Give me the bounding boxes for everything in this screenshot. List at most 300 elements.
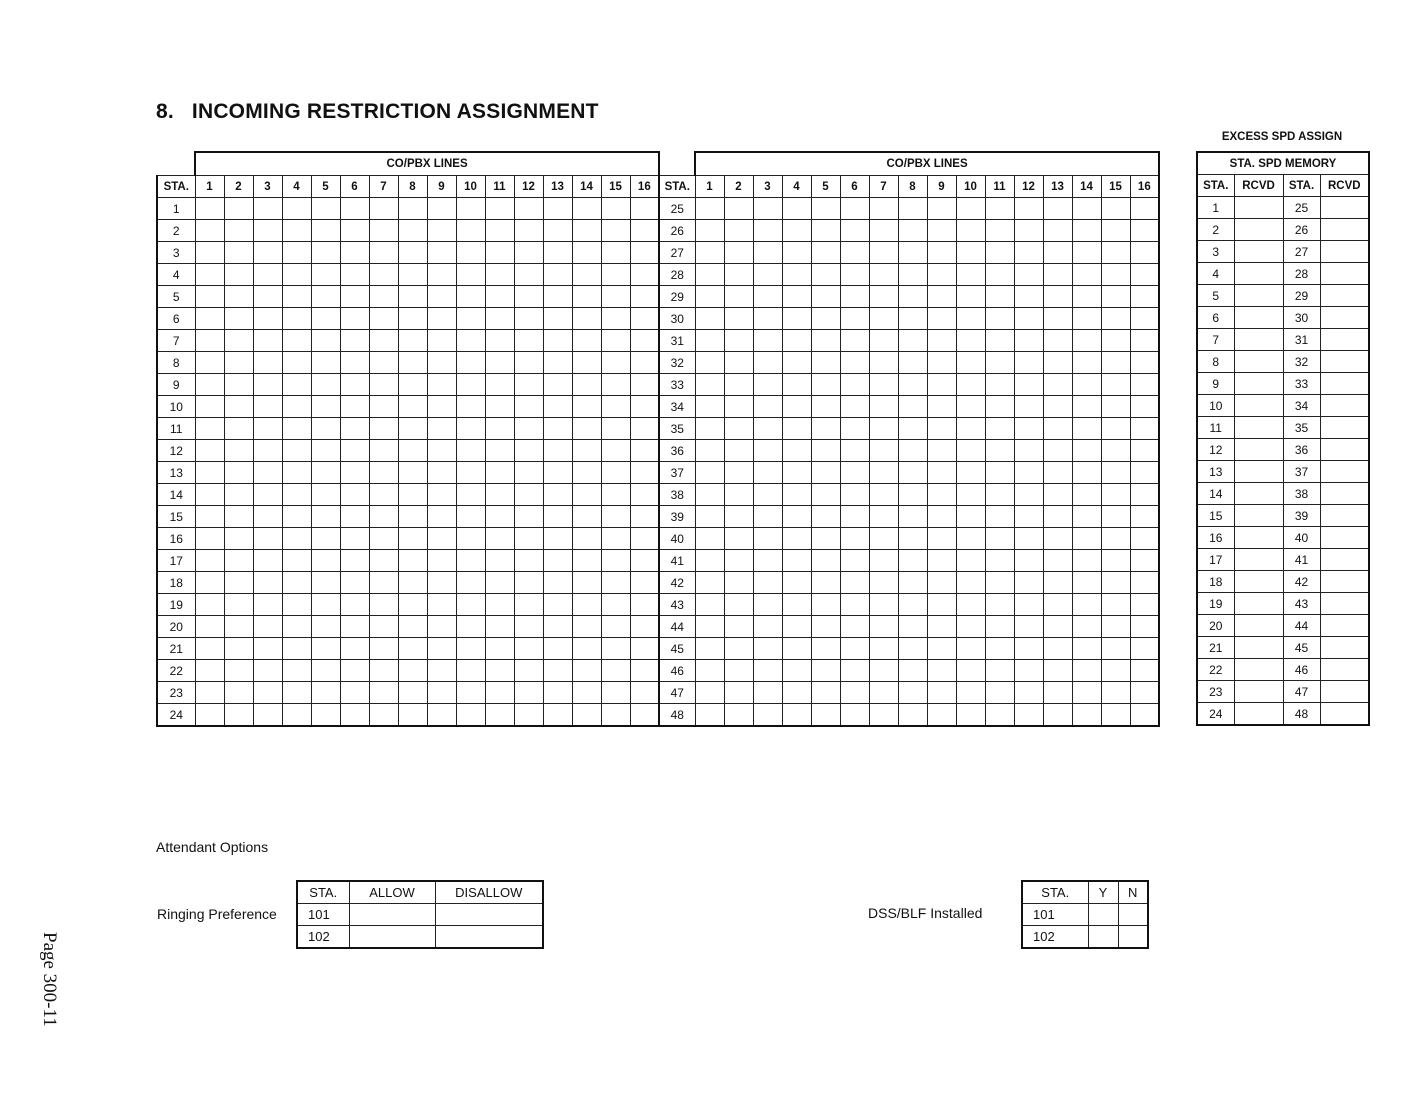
restriction-cell[interactable] <box>572 682 601 704</box>
restriction-cell[interactable] <box>630 286 659 308</box>
restriction-cell[interactable] <box>811 286 840 308</box>
restriction-cell[interactable] <box>985 704 1014 727</box>
restriction-cell[interactable] <box>985 264 1014 286</box>
restriction-cell[interactable] <box>1043 352 1072 374</box>
restriction-cell[interactable] <box>1014 660 1043 682</box>
restriction-cell[interactable] <box>543 220 572 242</box>
restriction-cell[interactable] <box>898 440 927 462</box>
restriction-cell[interactable] <box>456 374 485 396</box>
restriction-cell[interactable] <box>572 198 601 220</box>
restriction-cell[interactable] <box>601 308 630 330</box>
restriction-cell[interactable] <box>485 638 514 660</box>
restriction-cell[interactable] <box>840 374 869 396</box>
restriction-cell[interactable] <box>601 330 630 352</box>
restriction-cell[interactable] <box>195 418 224 440</box>
restriction-cell[interactable] <box>927 572 956 594</box>
restriction-cell[interactable] <box>282 242 311 264</box>
restriction-cell[interactable] <box>1101 462 1130 484</box>
restriction-cell[interactable] <box>811 242 840 264</box>
restriction-cell[interactable] <box>869 418 898 440</box>
restriction-cell[interactable] <box>253 242 282 264</box>
restriction-cell[interactable] <box>869 506 898 528</box>
restriction-cell[interactable] <box>1130 418 1159 440</box>
restriction-cell[interactable] <box>427 506 456 528</box>
restriction-cell[interactable] <box>195 440 224 462</box>
spd-rcvd-cell[interactable] <box>1320 329 1369 351</box>
restriction-cell[interactable] <box>485 550 514 572</box>
spd-rcvd-cell[interactable] <box>1320 461 1369 483</box>
restriction-cell[interactable] <box>195 462 224 484</box>
spd-rcvd-cell[interactable] <box>1320 615 1369 637</box>
restriction-cell[interactable] <box>695 374 724 396</box>
spd-rcvd-cell[interactable] <box>1234 615 1283 637</box>
restriction-cell[interactable] <box>724 682 753 704</box>
restriction-cell[interactable] <box>282 572 311 594</box>
restriction-cell[interactable] <box>1043 506 1072 528</box>
restriction-cell[interactable] <box>985 660 1014 682</box>
restriction-cell[interactable] <box>1014 462 1043 484</box>
restriction-cell[interactable] <box>456 330 485 352</box>
restriction-cell[interactable] <box>572 220 601 242</box>
restriction-cell[interactable] <box>840 682 869 704</box>
restriction-cell[interactable] <box>195 484 224 506</box>
restriction-cell[interactable] <box>543 660 572 682</box>
restriction-cell[interactable] <box>369 594 398 616</box>
restriction-cell[interactable] <box>724 484 753 506</box>
restriction-cell[interactable] <box>1130 308 1159 330</box>
restriction-cell[interactable] <box>195 264 224 286</box>
restriction-cell[interactable] <box>253 220 282 242</box>
restriction-cell[interactable] <box>753 462 782 484</box>
restriction-cell[interactable] <box>695 396 724 418</box>
restriction-cell[interactable] <box>869 704 898 727</box>
restriction-cell[interactable] <box>195 242 224 264</box>
restriction-cell[interactable] <box>1130 660 1159 682</box>
restriction-cell[interactable] <box>695 506 724 528</box>
restriction-cell[interactable] <box>1101 286 1130 308</box>
spd-rcvd-cell[interactable] <box>1320 571 1369 593</box>
restriction-cell[interactable] <box>898 374 927 396</box>
restriction-cell[interactable] <box>630 572 659 594</box>
restriction-cell[interactable] <box>398 594 427 616</box>
restriction-cell[interactable] <box>898 682 927 704</box>
spd-rcvd-cell[interactable] <box>1320 439 1369 461</box>
restriction-cell[interactable] <box>224 352 253 374</box>
restriction-cell[interactable] <box>811 418 840 440</box>
restriction-cell[interactable] <box>398 220 427 242</box>
restriction-cell[interactable] <box>630 550 659 572</box>
restriction-cell[interactable] <box>1043 638 1072 660</box>
restriction-cell[interactable] <box>956 682 985 704</box>
restriction-cell[interactable] <box>514 484 543 506</box>
restriction-cell[interactable] <box>840 286 869 308</box>
restriction-cell[interactable] <box>927 616 956 638</box>
restriction-cell[interactable] <box>485 418 514 440</box>
restriction-cell[interactable] <box>1130 330 1159 352</box>
restriction-cell[interactable] <box>485 462 514 484</box>
spd-rcvd-cell[interactable] <box>1234 527 1283 549</box>
restriction-cell[interactable] <box>398 506 427 528</box>
restriction-cell[interactable] <box>782 682 811 704</box>
restriction-cell[interactable] <box>282 286 311 308</box>
restriction-cell[interactable] <box>630 440 659 462</box>
restriction-cell[interactable] <box>427 440 456 462</box>
restriction-cell[interactable] <box>956 308 985 330</box>
spd-rcvd-cell[interactable] <box>1234 241 1283 263</box>
restriction-cell[interactable] <box>1014 506 1043 528</box>
restriction-cell[interactable] <box>340 616 369 638</box>
restriction-cell[interactable] <box>811 198 840 220</box>
restriction-cell[interactable] <box>811 528 840 550</box>
restriction-cell[interactable] <box>753 704 782 727</box>
restriction-cell[interactable] <box>840 572 869 594</box>
spd-rcvd-cell[interactable] <box>1234 417 1283 439</box>
restriction-cell[interactable] <box>1101 638 1130 660</box>
restriction-cell[interactable] <box>898 330 927 352</box>
restriction-cell[interactable] <box>311 198 340 220</box>
restriction-cell[interactable] <box>253 264 282 286</box>
restriction-cell[interactable] <box>985 594 1014 616</box>
restriction-cell[interactable] <box>1014 550 1043 572</box>
restriction-cell[interactable] <box>427 286 456 308</box>
restriction-cell[interactable] <box>724 374 753 396</box>
restriction-cell[interactable] <box>514 704 543 727</box>
restriction-cell[interactable] <box>695 572 724 594</box>
restriction-cell[interactable] <box>985 550 1014 572</box>
restriction-cell[interactable] <box>1101 308 1130 330</box>
restriction-cell[interactable] <box>695 660 724 682</box>
restriction-cell[interactable] <box>427 704 456 727</box>
restriction-cell[interactable] <box>630 462 659 484</box>
restriction-cell[interactable] <box>543 704 572 727</box>
restriction-cell[interactable] <box>927 528 956 550</box>
restriction-cell[interactable] <box>1101 220 1130 242</box>
restriction-cell[interactable] <box>514 374 543 396</box>
restriction-cell[interactable] <box>601 462 630 484</box>
restriction-cell[interactable] <box>340 462 369 484</box>
restriction-cell[interactable] <box>927 396 956 418</box>
restriction-cell[interactable] <box>253 198 282 220</box>
restriction-cell[interactable] <box>811 594 840 616</box>
restriction-cell[interactable] <box>485 528 514 550</box>
restriction-cell[interactable] <box>543 572 572 594</box>
restriction-cell[interactable] <box>724 704 753 727</box>
restriction-cell[interactable] <box>753 286 782 308</box>
restriction-cell[interactable] <box>485 308 514 330</box>
restriction-cell[interactable] <box>869 374 898 396</box>
restriction-cell[interactable] <box>456 220 485 242</box>
spd-rcvd-cell[interactable] <box>1320 241 1369 263</box>
spd-rcvd-cell[interactable] <box>1234 263 1283 285</box>
spd-rcvd-cell[interactable] <box>1320 417 1369 439</box>
restriction-cell[interactable] <box>253 704 282 727</box>
restriction-cell[interactable] <box>927 594 956 616</box>
restriction-cell[interactable] <box>253 572 282 594</box>
restriction-cell[interactable] <box>1014 528 1043 550</box>
restriction-cell[interactable] <box>601 528 630 550</box>
restriction-cell[interactable] <box>869 330 898 352</box>
restriction-cell[interactable] <box>695 198 724 220</box>
restriction-cell[interactable] <box>1130 572 1159 594</box>
restriction-cell[interactable] <box>224 594 253 616</box>
restriction-cell[interactable] <box>1014 220 1043 242</box>
restriction-cell[interactable] <box>1043 198 1072 220</box>
restriction-cell[interactable] <box>753 308 782 330</box>
restriction-cell[interactable] <box>898 550 927 572</box>
restriction-cell[interactable] <box>1043 242 1072 264</box>
restriction-cell[interactable] <box>811 396 840 418</box>
restriction-cell[interactable] <box>253 484 282 506</box>
restriction-cell[interactable] <box>956 440 985 462</box>
dss-option-cell[interactable] <box>1088 926 1118 949</box>
restriction-cell[interactable] <box>224 440 253 462</box>
restriction-cell[interactable] <box>253 594 282 616</box>
restriction-cell[interactable] <box>427 682 456 704</box>
restriction-cell[interactable] <box>695 594 724 616</box>
restriction-cell[interactable] <box>311 594 340 616</box>
restriction-cell[interactable] <box>340 440 369 462</box>
restriction-cell[interactable] <box>1072 286 1101 308</box>
restriction-cell[interactable] <box>869 638 898 660</box>
restriction-cell[interactable] <box>340 506 369 528</box>
restriction-cell[interactable] <box>840 330 869 352</box>
restriction-cell[interactable] <box>311 264 340 286</box>
restriction-cell[interactable] <box>985 352 1014 374</box>
restriction-cell[interactable] <box>601 660 630 682</box>
restriction-cell[interactable] <box>869 572 898 594</box>
restriction-cell[interactable] <box>985 682 1014 704</box>
restriction-cell[interactable] <box>869 682 898 704</box>
restriction-cell[interactable] <box>427 638 456 660</box>
restriction-cell[interactable] <box>224 704 253 727</box>
restriction-cell[interactable] <box>1043 440 1072 462</box>
restriction-cell[interactable] <box>1072 352 1101 374</box>
restriction-cell[interactable] <box>753 660 782 682</box>
restriction-cell[interactable] <box>840 594 869 616</box>
restriction-cell[interactable] <box>514 330 543 352</box>
restriction-cell[interactable] <box>1014 308 1043 330</box>
restriction-cell[interactable] <box>282 440 311 462</box>
restriction-cell[interactable] <box>695 330 724 352</box>
restriction-cell[interactable] <box>398 198 427 220</box>
restriction-cell[interactable] <box>724 286 753 308</box>
restriction-cell[interactable] <box>543 374 572 396</box>
restriction-cell[interactable] <box>695 704 724 727</box>
restriction-cell[interactable] <box>485 616 514 638</box>
restriction-cell[interactable] <box>1101 660 1130 682</box>
restriction-cell[interactable] <box>253 330 282 352</box>
restriction-cell[interactable] <box>369 638 398 660</box>
spd-rcvd-cell[interactable] <box>1234 395 1283 417</box>
restriction-cell[interactable] <box>485 506 514 528</box>
restriction-cell[interactable] <box>456 242 485 264</box>
restriction-cell[interactable] <box>1101 506 1130 528</box>
restriction-cell[interactable] <box>1043 550 1072 572</box>
restriction-cell[interactable] <box>782 462 811 484</box>
restriction-cell[interactable] <box>753 440 782 462</box>
restriction-cell[interactable] <box>253 396 282 418</box>
spd-rcvd-cell[interactable] <box>1320 549 1369 571</box>
restriction-cell[interactable] <box>601 242 630 264</box>
restriction-cell[interactable] <box>753 264 782 286</box>
restriction-cell[interactable] <box>869 550 898 572</box>
restriction-cell[interactable] <box>369 264 398 286</box>
restriction-cell[interactable] <box>753 220 782 242</box>
restriction-cell[interactable] <box>543 308 572 330</box>
restriction-cell[interactable] <box>956 660 985 682</box>
restriction-cell[interactable] <box>195 308 224 330</box>
restriction-cell[interactable] <box>369 330 398 352</box>
restriction-cell[interactable] <box>1130 594 1159 616</box>
restriction-cell[interactable] <box>630 198 659 220</box>
restriction-cell[interactable] <box>311 396 340 418</box>
restriction-cell[interactable] <box>869 660 898 682</box>
restriction-cell[interactable] <box>282 396 311 418</box>
restriction-cell[interactable] <box>427 550 456 572</box>
restriction-cell[interactable] <box>695 264 724 286</box>
restriction-cell[interactable] <box>369 396 398 418</box>
restriction-cell[interactable] <box>898 286 927 308</box>
restriction-cell[interactable] <box>840 616 869 638</box>
restriction-cell[interactable] <box>369 220 398 242</box>
restriction-cell[interactable] <box>956 484 985 506</box>
restriction-cell[interactable] <box>724 660 753 682</box>
restriction-cell[interactable] <box>485 660 514 682</box>
restriction-cell[interactable] <box>811 352 840 374</box>
restriction-cell[interactable] <box>630 396 659 418</box>
restriction-cell[interactable] <box>398 264 427 286</box>
restriction-cell[interactable] <box>1072 704 1101 727</box>
restriction-cell[interactable] <box>224 374 253 396</box>
restriction-cell[interactable] <box>724 352 753 374</box>
restriction-cell[interactable] <box>1130 616 1159 638</box>
restriction-cell[interactable] <box>695 440 724 462</box>
restriction-cell[interactable] <box>811 638 840 660</box>
restriction-cell[interactable] <box>1130 484 1159 506</box>
restriction-cell[interactable] <box>1130 396 1159 418</box>
spd-rcvd-cell[interactable] <box>1234 439 1283 461</box>
restriction-cell[interactable] <box>456 638 485 660</box>
restriction-cell[interactable] <box>1014 616 1043 638</box>
restriction-cell[interactable] <box>630 374 659 396</box>
restriction-cell[interactable] <box>1101 550 1130 572</box>
restriction-cell[interactable] <box>724 308 753 330</box>
restriction-cell[interactable] <box>601 220 630 242</box>
restriction-cell[interactable] <box>985 396 1014 418</box>
restriction-cell[interactable] <box>695 418 724 440</box>
dss-option-cell[interactable] <box>1088 904 1118 926</box>
restriction-cell[interactable] <box>753 528 782 550</box>
restriction-cell[interactable] <box>311 682 340 704</box>
restriction-cell[interactable] <box>282 198 311 220</box>
restriction-cell[interactable] <box>398 572 427 594</box>
restriction-cell[interactable] <box>985 286 1014 308</box>
restriction-cell[interactable] <box>398 616 427 638</box>
restriction-cell[interactable] <box>1043 484 1072 506</box>
restriction-cell[interactable] <box>927 506 956 528</box>
spd-rcvd-cell[interactable] <box>1234 659 1283 681</box>
restriction-cell[interactable] <box>811 220 840 242</box>
restriction-cell[interactable] <box>898 484 927 506</box>
restriction-cell[interactable] <box>572 638 601 660</box>
restriction-cell[interactable] <box>369 572 398 594</box>
restriction-cell[interactable] <box>427 462 456 484</box>
restriction-cell[interactable] <box>869 462 898 484</box>
restriction-cell[interactable] <box>724 638 753 660</box>
restriction-cell[interactable] <box>1101 528 1130 550</box>
restriction-cell[interactable] <box>572 484 601 506</box>
restriction-cell[interactable] <box>514 264 543 286</box>
restriction-cell[interactable] <box>282 528 311 550</box>
restriction-cell[interactable] <box>869 616 898 638</box>
restriction-cell[interactable] <box>782 572 811 594</box>
restriction-cell[interactable] <box>601 352 630 374</box>
restriction-cell[interactable] <box>282 352 311 374</box>
spd-rcvd-cell[interactable] <box>1320 703 1369 726</box>
restriction-cell[interactable] <box>572 440 601 462</box>
restriction-cell[interactable] <box>282 660 311 682</box>
restriction-cell[interactable] <box>840 528 869 550</box>
restriction-cell[interactable] <box>811 440 840 462</box>
restriction-cell[interactable] <box>340 396 369 418</box>
restriction-cell[interactable] <box>311 506 340 528</box>
restriction-cell[interactable] <box>1014 440 1043 462</box>
restriction-cell[interactable] <box>514 638 543 660</box>
restriction-cell[interactable] <box>782 638 811 660</box>
restriction-cell[interactable] <box>840 550 869 572</box>
restriction-cell[interactable] <box>398 308 427 330</box>
restriction-cell[interactable] <box>782 308 811 330</box>
restriction-cell[interactable] <box>724 220 753 242</box>
restriction-cell[interactable] <box>1072 528 1101 550</box>
restriction-cell[interactable] <box>224 682 253 704</box>
restriction-cell[interactable] <box>782 484 811 506</box>
restriction-cell[interactable] <box>1043 264 1072 286</box>
restriction-cell[interactable] <box>369 462 398 484</box>
restriction-cell[interactable] <box>695 682 724 704</box>
ringing-option-cell[interactable] <box>349 926 435 949</box>
restriction-cell[interactable] <box>485 572 514 594</box>
restriction-cell[interactable] <box>253 308 282 330</box>
restriction-cell[interactable] <box>1072 440 1101 462</box>
restriction-cell[interactable] <box>898 704 927 727</box>
restriction-cell[interactable] <box>985 330 1014 352</box>
restriction-cell[interactable] <box>1130 528 1159 550</box>
restriction-cell[interactable] <box>927 440 956 462</box>
restriction-cell[interactable] <box>572 660 601 682</box>
restriction-cell[interactable] <box>398 396 427 418</box>
restriction-cell[interactable] <box>898 660 927 682</box>
restriction-cell[interactable] <box>1101 704 1130 727</box>
restriction-cell[interactable] <box>282 594 311 616</box>
restriction-cell[interactable] <box>927 308 956 330</box>
restriction-cell[interactable] <box>398 638 427 660</box>
spd-rcvd-cell[interactable] <box>1234 461 1283 483</box>
restriction-cell[interactable] <box>927 264 956 286</box>
restriction-cell[interactable] <box>927 462 956 484</box>
restriction-cell[interactable] <box>985 418 1014 440</box>
restriction-cell[interactable] <box>543 462 572 484</box>
restriction-cell[interactable] <box>398 418 427 440</box>
restriction-cell[interactable] <box>1043 220 1072 242</box>
spd-rcvd-cell[interactable] <box>1320 681 1369 703</box>
restriction-cell[interactable] <box>311 704 340 727</box>
restriction-cell[interactable] <box>195 660 224 682</box>
restriction-cell[interactable] <box>1014 374 1043 396</box>
restriction-cell[interactable] <box>724 616 753 638</box>
restriction-cell[interactable] <box>485 352 514 374</box>
spd-rcvd-cell[interactable] <box>1234 219 1283 241</box>
